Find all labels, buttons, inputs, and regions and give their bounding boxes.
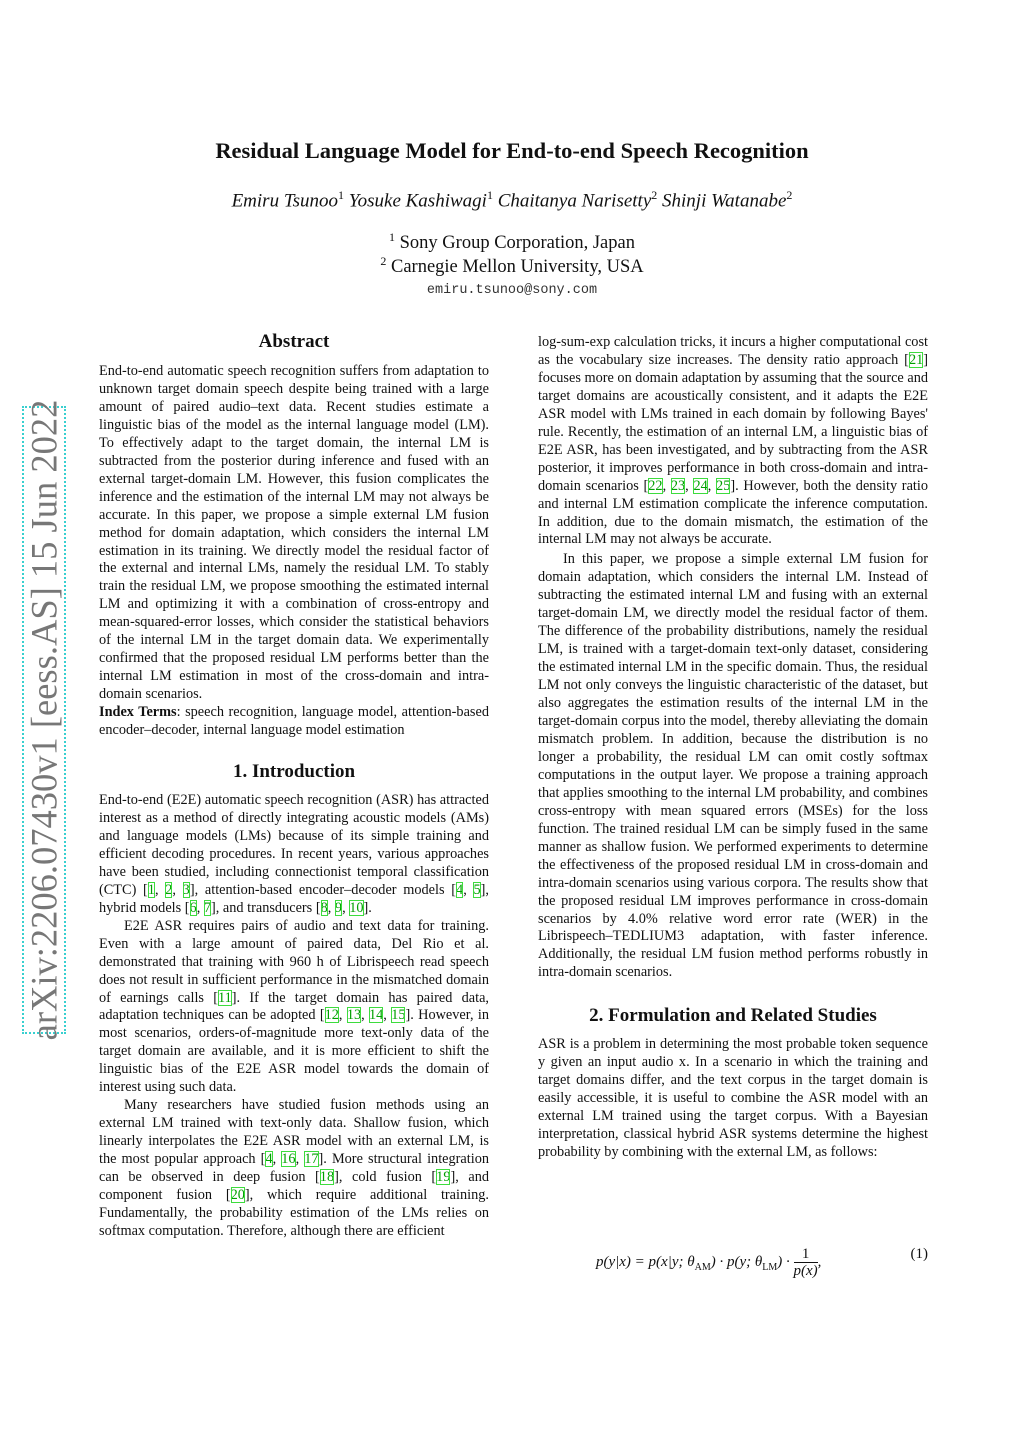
citation-link[interactable]: 10 [349, 899, 364, 916]
affiliation [0, 230, 1024, 254]
citation-link[interactable]: 11 [217, 989, 232, 1006]
citation-link[interactable]: 23 [670, 477, 686, 494]
author-email: emiru.tsunoo@sony.com [426, 283, 598, 298]
abstract-text: End-to-end automatic speech recognition suffers from adaptation to unknown target domain speech despite being trained with a large amount of paired audio–text data. Recent studies estimate a linguistic bias of the model as the internal language model (LM). To effectively adapt to the target domain, the internal LM is subtracted from the posterior during inference and fused with an external target-domain LM. However, this fusion complicates the inference and the estimation of the internal LM may not always be accurate. In this paper, we propose a simple external LM fusion method for domain adaptation, which considers the internal LM estimation in its training. We directly model the residual factor of the external and internal LMs, namely the residual LM. To stably train the residual LM, we propose smoothing the estimated internal LM and optimizing it with a combination of cross-entropy and mean-squared-error losses, which consider the statistical behaviors of the internal LM in the target domain data. We experimentally confirmed that the proposed residual LM performs better than the internal LM estimation in most of the cross-domain and intra-domain scenarios. [99, 363, 489, 703]
citation-link[interactable]: 4 [265, 1151, 273, 1168]
citation-link[interactable]: 21 [908, 351, 924, 368]
citation-link[interactable]: 12 [324, 1007, 339, 1024]
affiliation-name: Sony Group Corporation, Japan [399, 233, 635, 254]
section-heading-introduction: 1. Introduction [232, 761, 356, 783]
paragraph: E2E ASR requires pairs of audio and text data for training. Even with a large amount of paired data, Del Rio et al. demonstrated that training with 960 h of Librispeech read speech does not result in sufficient performance in the mismatched domain of earnings calls [11]. If the target domain has paired data, adaptation techniques can be adopted [12, 13, 14, 15]. However, in most scenarios, orders-of-magnitude more text-only data of the target domain are available, and it is more efficient to shift the linguistic bias of the E2E ASR model towards the domain of interest using such data. [99, 917, 489, 1096]
citation-link[interactable]: 6 [189, 899, 197, 916]
author-affiliation-mark: 2 [786, 188, 793, 202]
paragraph: In this paper, we propose a simple external LM fusion for domain adaptation, which considers the internal LM. Instead of subtracting the estimated internal LM and fusing with an external target-domain LM, we directly model the residual factor of them. The difference of the probability distributions, namely the residual LM, is trained with a target-domain text-only dataset, considering the estimated internal LM in the specific domain. Thus, the residual LM not only conveys the linguistic characteristic of the dataset, but also aggregates the estimation results of the internal LM in the target-domain corpus into the model, thereby alleviating the domain mismatch problem. In addition, because the distribution is no longer a probability, the residual LM can omit costly softmax computations in the output layer. We propose a training approach that applies smoothing to the internal LM probability, and combines cross-entropy with mean squared errors (MSEs) for the loss function. The trained residual LM can be simply fused in the same manner as shallow fusion. We performed experiments to determine the effectiveness of the proposed residual LM in cross-domain and intra-domain scenarios using various corpora. The results show that the proposed residual LM improves performance in cross-domain scenarios by 4.0% relative word error rate (WER) in the Librispeech–TEDLIUM3 adaptation, with faster inference. Additionally, the residual LM fusion method performs robustly in intra-domain scenarios. [538, 551, 928, 981]
affiliation-number: 1 [389, 230, 396, 244]
citation-link[interactable]: 3 [182, 881, 190, 898]
paragraph: ASR is a problem in determining the most probable token sequence y given an input audio x. In a scenario in which the training and target domains differ, and the text corpus in the target domain is easily accessible, it is useful to combine the ASR model with an external LM trained using the target corpus. With a Bayesian interpretation, classical hybrid ASR systems determine the highest probability by combining with the external LM, as follows: [538, 1036, 928, 1161]
author: Shinji Watanabe [662, 190, 787, 212]
author-list [0, 188, 1024, 212]
citation-link[interactable]: 18 [319, 1169, 335, 1186]
affiliation-name: Carnegie Mellon University, USA [391, 257, 644, 278]
author-affiliation-mark: 1 [338, 188, 345, 202]
citation-link[interactable]: 24 [693, 477, 708, 494]
citation-link[interactable]: 22 [648, 477, 663, 494]
citation-link[interactable]: 20 [230, 1186, 245, 1203]
paragraph: End-to-end (E2E) automatic speech recognition (ASR) has attracted interest as a method of directly integrating acoustic models (AMs) and language models (LMs) because of its simple training and efficient decoding procedures. In recent years, various approaches have been studied, including connectionist temporal classification (CTC) [1, 2, 3], attention-based encoder–decoder models [4, 5], hybrid models [6, 7], and transducers [8, 9, 10]. [99, 792, 489, 916]
author: Emiru Tsunoo [231, 190, 339, 212]
paragraph: Many researchers have studied fusion methods using an external LM trained with text-only data. Shallow fusion, which linearly interpolates the E2E ASR model with an external LM, is the most popular approach [4, 16, 17]. More structural integration can be observed in deep fusion [18], cold fusion [19], and component fusion [20], which require additional training. Fundamentally, the probability estimation of the LMs relies on softmax computation. Therefore, although there are efficient [99, 1097, 490, 1239]
citation-link[interactable]: 19 [436, 1169, 451, 1186]
arxiv-sidebar-stamp [22, 399, 66, 1041]
equation-1 [538, 1238, 928, 1278]
citation-link[interactable]: 16 [281, 1151, 296, 1168]
right-column [538, 334, 928, 1162]
index-terms [99, 704, 489, 740]
citation-link[interactable]: 7 [203, 899, 212, 916]
citation-link[interactable]: 17 [304, 1151, 319, 1168]
paragraph: log-sum-exp calculation tricks, it incurs a higher computational cost as the vocabulary size increases. The density ratio approach [21] focuses more on domain adaptation by assuming that the source and target domains are acoustically consistent, and it adapts the E2E ASR model with LMs trained in each domain by following Bayes' rule. Recently, the estimation of an internal LM, a linguistic bias of E2E ASR, has been investigated, and by subtracting from the ASR posterior, it improves performance in both cross-domain and intra-domain scenarios [22, 23, 24, 25]. However, both the density ratio and internal LM estimation complicate the inference computation. In addition, due to the domain mismatch, the estimation of the internal LM may not always be accurate. [538, 334, 929, 548]
citation-link[interactable]: 9 [334, 899, 343, 916]
section-heading-formulation: 2. Formulation and Related Studies [589, 1005, 877, 1027]
equation-body: p(y|x) = p(x|y; $\theta_{AM}) \cdot p(y$; $\theta_{LM}$) · $\frac{1}{p(x)}$ , [596, 1246, 822, 1279]
citation-link[interactable]: 8 [320, 899, 328, 916]
index-terms-text: : speech recognition, language model, attention-based encoder–decoder, internal language model estimation [99, 704, 489, 739]
index-terms-label: Index Terms [99, 704, 177, 721]
arxiv-id: arXiv:2206.07430v1 [eess.AS] 15 Jun 2022 [23, 399, 65, 1041]
left-column [99, 330, 489, 1241]
author: Yosuke Kashiwagi [348, 190, 487, 212]
fraction: $\frac{1}{p(x)}$ [793, 1246, 818, 1279]
citation-link[interactable]: 25 [716, 477, 731, 494]
citation-link[interactable]: 1 [147, 881, 155, 898]
affiliation-number: 2 [380, 254, 387, 268]
citation-link[interactable]: 14 [369, 1007, 384, 1024]
author-affiliation-mark: 1 [486, 188, 493, 202]
paper-title: Residual Language Model for End-to-end Speech Recognition [215, 138, 809, 163]
citation-link[interactable]: 13 [346, 1007, 362, 1024]
abstract-heading: Abstract [258, 331, 330, 352]
citation-link[interactable]: 4 [456, 881, 464, 898]
author-affiliation-mark: 2 [651, 188, 658, 202]
affiliation [0, 254, 1024, 278]
citation-link[interactable]: 5 [473, 881, 481, 898]
equation-number: (1) [910, 1246, 928, 1262]
author: Chaitanya Narisetty [497, 190, 652, 212]
citation-link[interactable]: 2 [165, 881, 173, 898]
citation-link[interactable]: 15 [391, 1007, 406, 1024]
